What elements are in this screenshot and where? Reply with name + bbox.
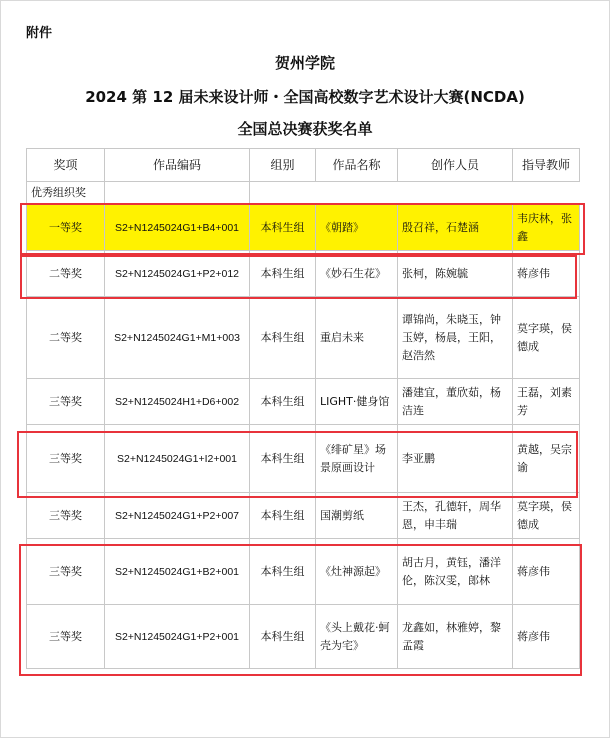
- prize-cell: 二等奖: [27, 251, 105, 297]
- awards-table: [26, 148, 580, 669]
- creators-cell: 潘建宜，董欣茹，杨洁连: [398, 379, 513, 425]
- advisor-cell: 韦庆林，张鑫: [513, 205, 580, 251]
- advisor-cell: 蒋彦伟: [513, 605, 580, 669]
- table-row: [27, 251, 580, 297]
- table-row: [27, 297, 580, 379]
- work-cell: 《绯矿星》场景原画设计: [316, 425, 398, 493]
- work-cell: LIGHT·健身馆: [316, 379, 398, 425]
- table-row: [27, 205, 580, 251]
- code-cell: S2+N1245024G1+P2+001: [105, 605, 250, 669]
- group-cell: 本科生组: [250, 251, 316, 297]
- table-row: [27, 493, 580, 539]
- work-cell: 《头上戴花·蚵壳为宅》: [316, 605, 398, 669]
- code-cell: S2+N1245024G1+P2+007: [105, 493, 250, 539]
- creators-cell: 张柯，陈婉毓: [398, 251, 513, 297]
- col-code-header: 作品编码: [105, 149, 250, 182]
- col-creators-header: 创作人员: [398, 149, 513, 182]
- group-cell: 本科生组: [250, 297, 316, 379]
- creators-cell: 王杰，孔德轩，周华恩，申丰瑞: [398, 493, 513, 539]
- prize-cell: 三等奖: [27, 425, 105, 493]
- group-cell: 本科生组: [250, 379, 316, 425]
- table-row: [27, 379, 580, 425]
- code-cell: S2+N1245024G1+P2+012: [105, 251, 250, 297]
- col-advisor-header: 指导教师: [513, 149, 580, 182]
- table-header-row: [27, 149, 580, 182]
- advisor-cell: 蒋彦伟: [513, 539, 580, 605]
- list-subtitle: 全国总决赛获奖名单: [237, 120, 373, 138]
- code-cell: S2+N1245024G1+I2+001: [105, 425, 250, 493]
- work-cell: 《妙石生花》: [316, 251, 398, 297]
- table-row: [27, 425, 580, 493]
- group-cell: 本科生组: [250, 425, 316, 493]
- table-row: [27, 605, 580, 669]
- code-cell: S2+N1245024H1+D6+002: [105, 379, 250, 425]
- advisor-cell: 莫字瑛，侯德成: [513, 493, 580, 539]
- prize-cell: 三等奖: [27, 493, 105, 539]
- code-cell: S2+N1245024G1+B2+001: [105, 539, 250, 605]
- prize-cell: 二等奖: [27, 297, 105, 379]
- creators-cell: 龙鑫如，林雅婷，黎孟霞: [398, 605, 513, 669]
- group-cell: 本科生组: [250, 605, 316, 669]
- work-cell: 重启未来: [316, 297, 398, 379]
- col-prize-header: 奖项: [27, 149, 105, 182]
- col-work-header: 作品名称: [316, 149, 398, 182]
- creators-cell: 殷召祥，石楚涵: [398, 205, 513, 251]
- org-award-row: [27, 182, 580, 205]
- work-cell: 《灶神源起》: [316, 539, 398, 605]
- work-cell: 国潮剪纸: [316, 493, 398, 539]
- attachment-label: 附件: [26, 26, 53, 41]
- contest-title: 2024 第 12 届未来设计师・全国高校数字艺术设计大赛(NCDA): [85, 88, 525, 106]
- creators-cell: 李亚鹏: [398, 425, 513, 493]
- group-cell: 本科生组: [250, 205, 316, 251]
- group-cell: 本科生组: [250, 493, 316, 539]
- col-group-header: 组别: [250, 149, 316, 182]
- advisor-cell: 蒋彦伟: [513, 251, 580, 297]
- advisor-cell: 莫字瑛，侯德成: [513, 297, 580, 379]
- prize-cell: 三等奖: [27, 379, 105, 425]
- prize-cell: 三等奖: [27, 605, 105, 669]
- prize-cell: 一等奖: [27, 205, 105, 251]
- advisor-cell: 黄越，吴宗谕: [513, 425, 580, 493]
- prize-cell: 三等奖: [27, 539, 105, 605]
- creators-cell: 谭锦尚，朱晓玉，钟玉婷，杨晨，王阳，赵浩然: [398, 297, 513, 379]
- code-cell: S2+N1245024G1+M1+003: [105, 297, 250, 379]
- code-cell: S2+N1245024G1+B4+001: [105, 205, 250, 251]
- org-award-label: 优秀组织奖: [27, 182, 105, 205]
- work-cell: 《朝踏》: [316, 205, 398, 251]
- group-cell: 本科生组: [250, 539, 316, 605]
- table-row: [27, 539, 580, 605]
- creators-cell: 胡古月，黄钰，潘洋伦，陈汉雯，郎林: [398, 539, 513, 605]
- school-name: 贺州学院: [274, 54, 335, 72]
- advisor-cell: 王磊，刘素芳: [513, 379, 580, 425]
